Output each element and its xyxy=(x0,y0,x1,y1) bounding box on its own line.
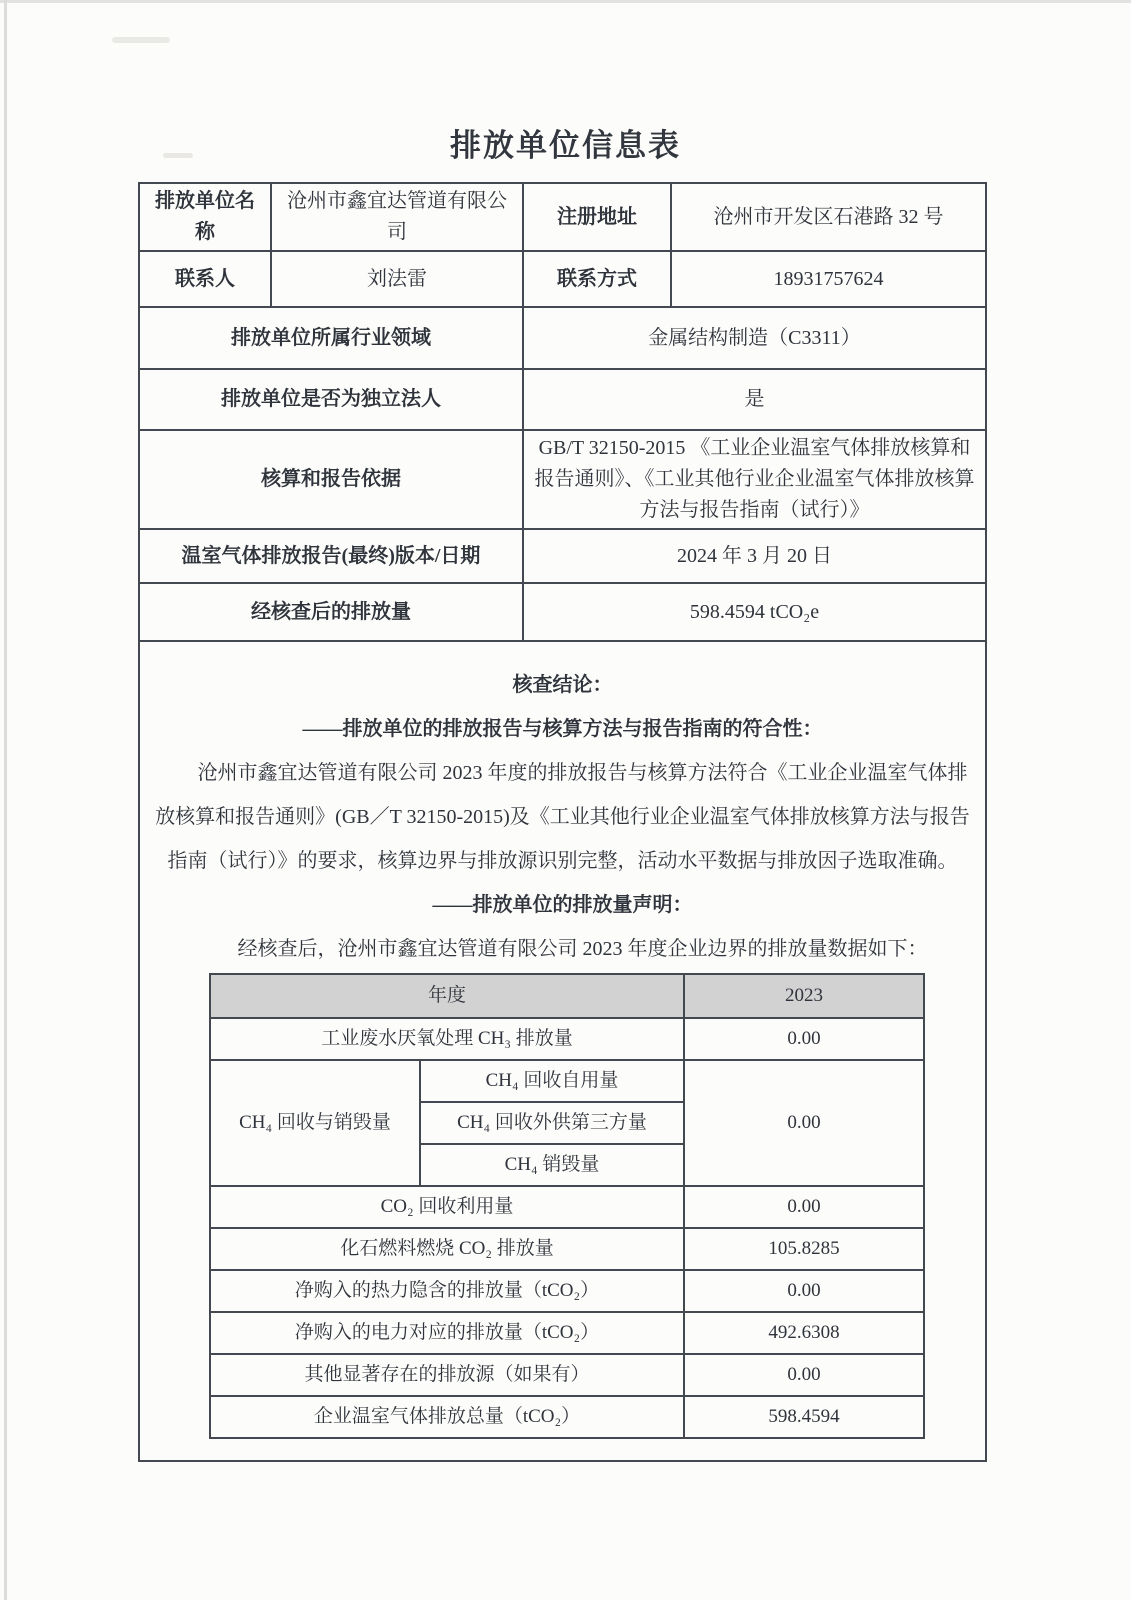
co2-recovery-value: 0.00 xyxy=(684,1186,924,1228)
year-header-value: 2023 xyxy=(684,974,924,1018)
ch4-destroyed-label: CH₄ 销毁量 xyxy=(420,1144,684,1186)
page-title: 排放单位信息表 xyxy=(450,128,681,163)
table-row xyxy=(210,1186,924,1228)
table-header-row xyxy=(210,974,924,1018)
contact-phone-label: 联系方式 xyxy=(523,251,671,307)
ch4-recovery-group-label: CH₄ 回收与销毁量 xyxy=(210,1060,420,1186)
table-row xyxy=(210,1060,924,1102)
table-row xyxy=(139,583,986,641)
table-row xyxy=(139,251,986,307)
contact-phone-value: 18931757624 xyxy=(671,251,986,307)
conclusion-heading: 核查结论： xyxy=(512,674,613,696)
table-row xyxy=(139,430,986,529)
purchased-electricity-value: 492.6308 xyxy=(684,1312,924,1354)
other-sources-label: 其他显著存在的排放源（如果有） xyxy=(210,1354,684,1396)
table-row xyxy=(210,1270,924,1312)
table-row xyxy=(139,529,986,583)
unit-name-value: 沧州市鑫宜达管道有限公司 xyxy=(271,183,523,251)
accounting-basis-value: GB/T 32150-2015 《工业企业温室气体排放核算和报告通则》、《工业其他行业企业温室气体排放核算方法与报告指南（试行）》 xyxy=(523,430,986,529)
table-row xyxy=(139,641,986,1461)
report-version-label: 温室气体排放报告(最终)版本/日期 xyxy=(139,529,523,583)
table-row xyxy=(210,1396,924,1438)
industry-label: 排放单位所属行业领域 xyxy=(139,307,523,369)
independent-legal-entity-label: 排放单位是否为独立法人 xyxy=(139,369,523,430)
registered-address-label: 注册地址 xyxy=(523,183,671,251)
fossil-fuel-co2-value: 105.8285 xyxy=(684,1228,924,1270)
contact-person-value: 刘法雷 xyxy=(271,251,523,307)
emission-data-table xyxy=(209,973,925,1439)
table-row xyxy=(210,1018,924,1060)
independent-legal-entity-value: 是 xyxy=(523,369,986,430)
total-ghg-label: 企业温室气体排放总量（tCO₂） xyxy=(210,1396,684,1438)
purchased-heat-label: 净购入的热力隐含的排放量（tCO₂） xyxy=(210,1270,684,1312)
ch4-recovery-group-value: 0.00 xyxy=(684,1060,924,1186)
table-row xyxy=(139,307,986,369)
purchased-heat-value: 0.00 xyxy=(684,1270,924,1312)
verification-conclusion-cell xyxy=(139,641,986,1461)
other-sources-value: 0.00 xyxy=(684,1354,924,1396)
accounting-basis-label: 核算和报告依据 xyxy=(139,430,523,529)
co2-recovery-label: CO₂ 回收利用量 xyxy=(210,1186,684,1228)
wastewater-ch4-label: 工业废水厌氧处理 CH₃ 排放量 xyxy=(210,1018,684,1060)
registered-address-value: 沧州市开发区石港路 32 号 xyxy=(671,183,986,251)
contact-person-label: 联系人 xyxy=(139,251,271,307)
verification-conclusion-section xyxy=(148,663,977,971)
total-ghg-value: 598.4594 xyxy=(684,1396,924,1438)
report-version-value: 2024 年 3 月 20 日 xyxy=(523,529,986,583)
scan-artifact-left-edge xyxy=(4,0,7,1600)
conclusion-item1-title: ——排放单位的排放报告与核算方法与报告指南的符合性： xyxy=(302,718,823,740)
conclusion-item2-title: ——排放单位的排放量声明： xyxy=(432,894,693,916)
ch4-self-use-label: CH₄ 回收自用量 xyxy=(420,1060,684,1102)
purchased-electricity-label: 净购入的电力对应的排放量（tCO₂） xyxy=(210,1312,684,1354)
table-row xyxy=(210,1228,924,1270)
table-row xyxy=(139,369,986,430)
industry-value: 金属结构制造（C3311） xyxy=(523,307,986,369)
table-row xyxy=(139,183,986,251)
verified-emissions-label: 经核查后的排放量 xyxy=(139,583,523,641)
verified-emissions-value: 598.4594 tCO₂e xyxy=(523,583,986,641)
emission-unit-info-table xyxy=(138,182,987,1462)
unit-name-label: 排放单位名称 xyxy=(139,183,271,251)
ch4-third-party-label: CH₄ 回收外供第三方量 xyxy=(420,1102,684,1144)
table-row xyxy=(210,1312,924,1354)
scan-artifact-smudge xyxy=(112,37,170,43)
table-row xyxy=(210,1354,924,1396)
conclusion-item2-body: 经核查后，沧州市鑫宜达管道有限公司 2023 年度企业边界的排放量数据如下： xyxy=(237,938,928,960)
wastewater-ch4-value: 0.00 xyxy=(684,1018,924,1060)
fossil-fuel-co2-label: 化石燃料燃烧 CO₂ 排放量 xyxy=(210,1228,684,1270)
scan-artifact-top-edge xyxy=(0,0,1131,3)
year-header-label: 年度 xyxy=(210,974,684,1018)
conclusion-item1-body: 沧州市鑫宜达管道有限公司 2023 年度的排放报告与核算方法符合《工业企业温室气体排放核算和报告通则》(GB／T 32150-2015)及《工业其他行业企业温室气体排放核算方法与报告指南（试行）》的要求，核算边界与排放源识别完整，活动水平数据与排放因子选取准确。 xyxy=(155,762,970,872)
